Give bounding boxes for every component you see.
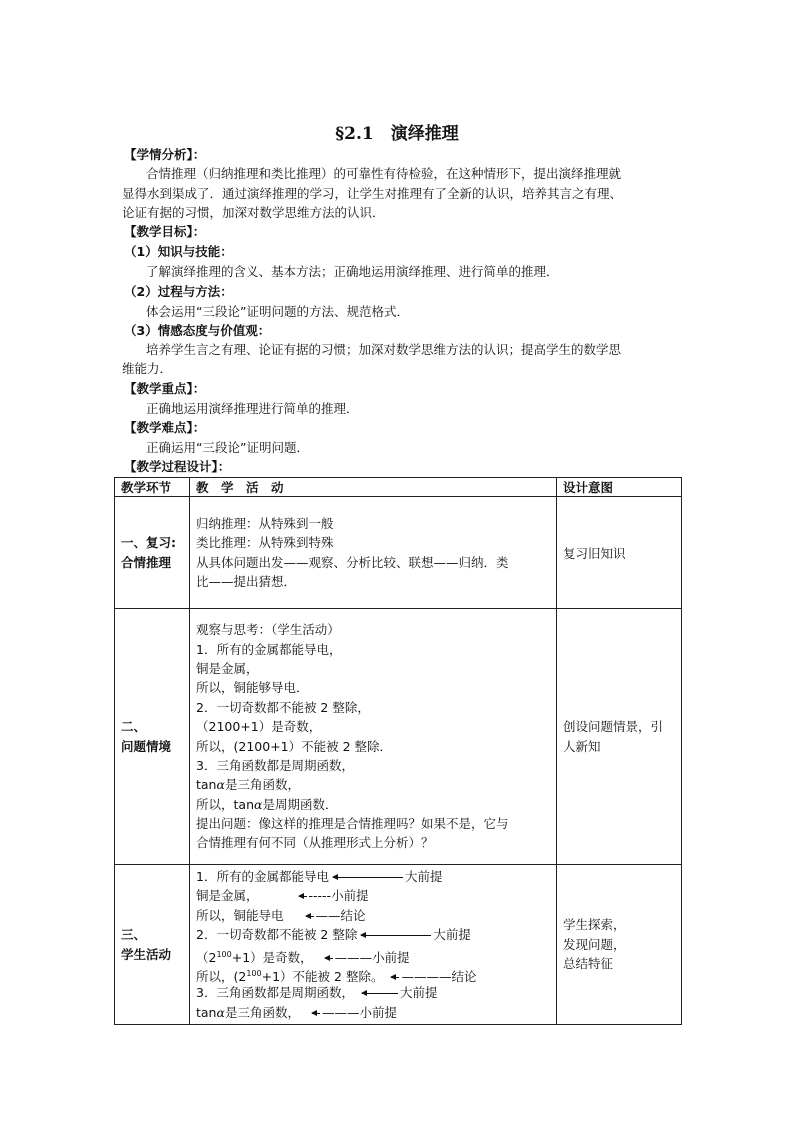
- premise-label: 大前提: [404, 868, 443, 884]
- difficulties-text: 正确运用“三段论”证明问题．: [146, 440, 309, 455]
- activity-cell: [190, 865, 557, 1025]
- syllogism-line: [196, 925, 550, 944]
- key-points-text: 正确地运用演绎推理进行简单的推理．: [146, 401, 359, 416]
- premise-text: 所以，铜能导电: [196, 907, 284, 923]
- alpha-symbol: α: [254, 796, 263, 812]
- header-stage: 教学环节: [115, 478, 190, 497]
- stage-label: 问题情境: [121, 738, 172, 754]
- intent-cell: 复习旧知识: [557, 497, 682, 609]
- activity-line: 铜是金属，: [196, 660, 259, 676]
- left-arrow-icon: [312, 1013, 320, 1014]
- activity-line: 提出问题：像这样的推理是合情推理吗？如果不是，它与: [196, 816, 509, 832]
- table-row: [115, 609, 682, 865]
- activity-line: 观察与思考：（学生活动）: [196, 622, 340, 638]
- table-row: [115, 865, 682, 1025]
- alpha-symbol: α: [216, 1004, 225, 1020]
- section-heading-process: 【教学过程设计】：: [124, 459, 231, 474]
- intent-cell: [557, 865, 682, 1025]
- goal-heading: （3）情感态度与价值观：: [124, 323, 271, 338]
- section-heading-difficulties: 【教学难点】：: [124, 420, 206, 435]
- premise-text: 是三角函数，: [224, 1004, 300, 1020]
- premise-label: 大前提: [433, 927, 471, 943]
- exponent: 100: [246, 968, 262, 978]
- activity-text: 是三角函数，: [224, 777, 300, 793]
- section-heading-goals: 【教学目标】：: [124, 224, 206, 239]
- goal-text: 培养学生言之有理、论证有据的习惯；加深对数学思维方法的认识；提高学生的数学思: [146, 342, 622, 357]
- activity-cell: [190, 497, 557, 609]
- premise-text: 2．一切奇数都不能被 2 整除: [196, 927, 358, 943]
- premise-label: ————结论: [401, 969, 477, 985]
- activity-line: 从具体问题出发——观察、分析比较、联想——归纳．类: [196, 554, 509, 570]
- stage-label: 合情推理: [121, 554, 172, 570]
- stage-cell: [115, 865, 190, 1025]
- activity-line: [196, 795, 550, 814]
- premise-label: ——结论: [315, 907, 366, 923]
- left-arrow-icon: [391, 977, 399, 978]
- header-activity: 教 学 活 动: [190, 478, 557, 497]
- left-arrow-icon: [299, 896, 307, 897]
- premise-text: 1．所有的金属都能导电: [196, 868, 329, 884]
- stage-label: 二、: [121, 719, 147, 735]
- analysis-text: 合情推理（归纳推理和类比推理）的可靠性有待检验，在这种情形下，提出演绎推理就: [146, 166, 622, 181]
- syllogism-line: [196, 945, 550, 964]
- premise-label: -----小前提: [308, 888, 369, 904]
- tan-symbol: tan: [196, 777, 217, 793]
- syllogism-line: [196, 983, 550, 1002]
- premise-text: 所以，(2: [196, 969, 247, 985]
- exponent: 100: [216, 949, 232, 959]
- premise-text: +1）是奇数，: [231, 949, 313, 965]
- intent-line: 总结特征: [563, 956, 614, 972]
- intent-cell: [557, 609, 682, 865]
- syllogism-line: [196, 886, 550, 905]
- premise-text: （2: [196, 949, 217, 965]
- activity-line: 归纳推理：从特殊到一般: [196, 515, 334, 531]
- activity-line: 合情推理有何不同（从推理形式上分析）？: [196, 835, 434, 851]
- left-arrow-icon: [306, 916, 314, 917]
- premise-text: 3．三角函数都是周期函数，: [196, 985, 354, 1001]
- left-arrow-icon: [362, 993, 398, 994]
- intent-line: 学生探索，: [563, 917, 626, 933]
- intent-line: 人新知: [563, 738, 601, 754]
- activity-line: 比——提出猜想．: [196, 573, 297, 589]
- goal-heading: （2）过程与方法：: [124, 284, 233, 299]
- page-title: §2.1 演绎推理: [335, 124, 459, 144]
- activity-text: 是周期函数．: [262, 796, 338, 812]
- goal-text: 维能力．: [122, 361, 173, 376]
- premise-label: 大前提: [399, 985, 438, 1001]
- activity-line: 所以，(2100+1）不能被 2 整除．: [196, 738, 393, 754]
- goal-text: 体会运用“三段论”证明问题的方法、规范格式．: [146, 304, 409, 319]
- teaching-process-table: [114, 477, 682, 1025]
- left-arrow-icon: [325, 958, 333, 959]
- activity-line: 2．一切奇数都不能被 2 整除，: [196, 699, 370, 715]
- goal-text: 了解演绎推理的含义、基本方法；正确地运用演绎推理、进行简单的推理．: [146, 264, 559, 279]
- stage-label: 三、: [121, 927, 147, 943]
- goal-heading: （1）知识与技能：: [124, 244, 233, 259]
- header-intent: 设计意图: [557, 478, 682, 497]
- section-heading-key-points: 【教学重点】：: [124, 381, 206, 396]
- activity-line: （2100+1）是奇数，: [196, 719, 322, 735]
- table-row: [115, 497, 682, 609]
- intent-line: 创设问题情景，引: [563, 719, 664, 735]
- stage-cell: [115, 609, 190, 865]
- activity-line: [196, 775, 550, 794]
- alpha-symbol: α: [216, 777, 225, 793]
- stage-label: 学生活动: [121, 946, 172, 962]
- syllogism-line: [196, 964, 550, 983]
- activity-line: 所以，铜能够导电．: [196, 680, 309, 696]
- syllogism-line: [196, 1003, 550, 1022]
- activity-line: 类比推理：从特殊到特殊: [196, 535, 334, 551]
- syllogism-line: [196, 906, 550, 925]
- left-arrow-icon: [361, 935, 431, 936]
- left-arrow-icon: [333, 877, 403, 878]
- activity-line: 3．三角函数都是周期函数，: [196, 757, 354, 773]
- stage-label: 一、复习:: [121, 535, 176, 551]
- intent-line: 发现问题，: [563, 936, 626, 952]
- premise-text: 铜是金属，: [196, 888, 259, 904]
- analysis-text: 显得水到渠成了．通过演绎推理的学习，让学生对推理有了全新的认识，培养其言之有理、: [122, 186, 623, 201]
- activity-cell: [190, 609, 557, 865]
- analysis-text: 论证有据的习惯，加深对数学思维方法的认识．: [122, 205, 385, 220]
- premise-label: ———小前提: [321, 1004, 397, 1020]
- tan-symbol: tan: [196, 1004, 217, 1020]
- syllogism-line: [196, 867, 550, 886]
- activity-line: 1．所有的金属都能导电，: [196, 641, 342, 657]
- section-heading-analysis: 【学情分析】：: [124, 147, 206, 162]
- activity-text: 所以，: [196, 796, 234, 812]
- tan-symbol: tan: [233, 796, 254, 812]
- premise-label: ———小前提: [334, 949, 410, 965]
- premise-text: +1）不能被 2 整除。: [261, 969, 384, 985]
- table-header-row: [115, 478, 682, 497]
- stage-cell: [115, 497, 190, 609]
